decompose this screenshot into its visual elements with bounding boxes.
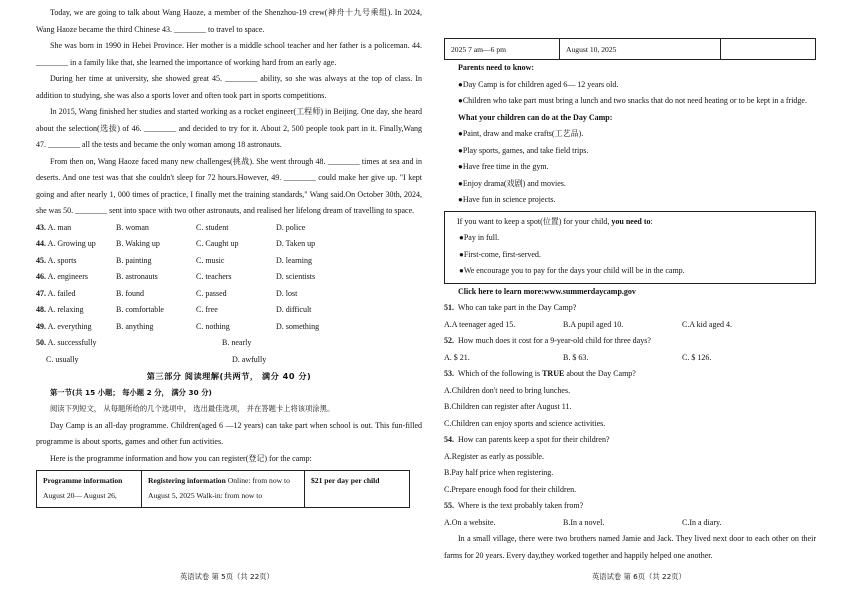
question-number: 46. bbox=[36, 272, 46, 281]
option-a: A. Growing up bbox=[47, 239, 96, 248]
question-49 bbox=[36, 319, 422, 336]
option-b: B. Waking up bbox=[116, 239, 160, 248]
activity-item: ●Have fun in science projects. bbox=[458, 195, 556, 204]
question-43 bbox=[36, 220, 422, 237]
question-number: 50. bbox=[36, 338, 46, 347]
question-55-options bbox=[444, 515, 816, 532]
activities-heading: What your children can do at the Day Camp: bbox=[458, 112, 613, 122]
spot-item: ●First-come, first-served. bbox=[459, 249, 541, 259]
question-number: 44. bbox=[36, 239, 46, 248]
section-title: 第三部分 阅读理解(共两节， 满分 40 分) bbox=[146, 371, 312, 381]
activity-item: ●Have free time in the gym. bbox=[458, 162, 549, 171]
option-d: D. lost bbox=[276, 288, 298, 298]
passage-register: Here is the programme information and how you can register(登记) for the camp: bbox=[50, 453, 312, 463]
option-a: A. $ 21. bbox=[444, 352, 470, 362]
price-cell: $21 per day per child bbox=[305, 471, 410, 508]
option-a: A. failed bbox=[47, 288, 76, 298]
question-53: 53. Which of the following is TRUE about the Day Camp? bbox=[444, 369, 636, 378]
parents-item-1: ●Day Camp is for children aged 6— 12 years old. bbox=[458, 79, 619, 89]
question-number: 47. bbox=[36, 288, 46, 298]
question-52: 52. How much does it cost for a 9-year-old child for three days? bbox=[444, 336, 651, 345]
option-b: B.In a novel. bbox=[563, 517, 605, 527]
question-54: 54. How can parents keep a spot for their children? bbox=[444, 435, 610, 444]
question-47 bbox=[36, 286, 422, 303]
option-b: B. comfortable bbox=[116, 305, 164, 314]
option-b: B.A pupil aged 10. bbox=[563, 319, 624, 329]
question-number: 48. bbox=[36, 305, 46, 314]
registering-cell: August 10, 2025 bbox=[560, 39, 721, 60]
option-c: C.In a diary. bbox=[682, 517, 722, 527]
option-a: A. successfully bbox=[47, 338, 97, 347]
question-50-row-2 bbox=[36, 352, 422, 369]
option-b: B.Children can register after August 11. bbox=[444, 402, 572, 411]
option-b: B. astronauts bbox=[116, 272, 158, 281]
left-page bbox=[36, 0, 422, 508]
question-number: 49. bbox=[36, 321, 46, 331]
price-cell bbox=[721, 39, 816, 60]
option-c: C.A kid aged 4. bbox=[682, 319, 732, 329]
activity-item: ●Play sports, games, and take field trips. bbox=[458, 145, 589, 155]
option-a: A.A teenager aged 15. bbox=[444, 319, 516, 329]
option-a: A. engineers bbox=[47, 272, 88, 281]
programme-cell: 2025 7 am—6 pm bbox=[445, 39, 560, 60]
option-d: D. police bbox=[276, 222, 306, 232]
passage-intro: Day Camp is an all-day programme. Children(aged 6 —12 years) can take part when school is out. This fun-filled programme is about sports, games and other fun activities. bbox=[36, 420, 422, 446]
paragraph-5: From then on, Wang Haoze faced many new challenges(挑战). She went through 48. ________ times at sea and in deserts. And one test was that she couldn't sleep for 72 hours.However, 49. ________ could make her give up. "I kept going and after nearly 1, 000 times of practice, I finally met the training standards," Wang said.On October 30th, 2024, she was 50. ________ sent into space with two other astronauts, and realised her lifelong dream of travelling to space. bbox=[36, 156, 422, 215]
option-d: D. difficult bbox=[276, 305, 312, 314]
activity-item: ●Enjoy drama(戏剧) and movies. bbox=[458, 178, 566, 188]
option-c: C. Caught up bbox=[196, 239, 239, 248]
option-d: D. Taken up bbox=[276, 239, 316, 248]
option-c: C. passed bbox=[196, 288, 227, 298]
paragraph-2: She was born in 1990 in Hebei Province. Her mother is a middle school teacher and her father is a policeman. 44. ________ in a family like that, she learned the importance of working hard from an early age. bbox=[36, 41, 422, 67]
question-46 bbox=[36, 269, 422, 286]
paragraph-4: In 2015, Wang finished her studies and started working as a rocket engineer(工程师) in Beijing. One day, she heard about the selection(选拔) of 46. ________ and decided to try for it. About 2, 500 people took part in it. Finally,Wang 47. ________ all the tests and became the only woman among 18 astronauts. bbox=[36, 107, 422, 149]
spot-item: ●We encourage you to pay for the days your child will be in the camp. bbox=[459, 266, 685, 275]
option-d: D. awfully bbox=[232, 354, 267, 364]
spot-item: ●Pay in full. bbox=[459, 233, 500, 242]
question-52-options bbox=[444, 350, 816, 367]
option-c: C. free bbox=[196, 305, 218, 314]
question-50 bbox=[36, 335, 422, 352]
option-d: D. learning bbox=[276, 255, 312, 265]
registering-cell: Registering information Online: from now to August 5, 2025 Walk-in: from now to bbox=[142, 471, 305, 508]
activity-item: ●Paint, draw and make crafts(工艺品). bbox=[458, 129, 584, 138]
option-a: A.On a website. bbox=[444, 517, 496, 527]
option-a: A. sports bbox=[47, 255, 77, 265]
subsection-title: 第一节(共 15 小题； 每小题 2 分， 满分 30 分) bbox=[50, 387, 212, 397]
right-page-footer: 英语试卷 第 6页（共 22页） bbox=[592, 572, 686, 581]
option-d: D. something bbox=[276, 321, 320, 331]
paragraph-3: During her time at university, she showed great 45. ________ ability, so she was always at the top of class. In addition to studying, she was also a sports lover and often took part in sports competitions. bbox=[36, 74, 422, 100]
option-a: A. everything bbox=[47, 321, 92, 331]
programme-table bbox=[36, 470, 410, 508]
option-d: D. scientists bbox=[276, 272, 316, 281]
option-c: C.Children can enjoy sports and science activities. bbox=[444, 418, 606, 428]
option-b: B. $ 63. bbox=[563, 352, 589, 362]
option-c: C.Prepare enough food for their children. bbox=[444, 484, 577, 494]
right-page bbox=[444, 0, 816, 564]
programme-table-continued bbox=[444, 38, 816, 60]
instruction: 阅读下列短文， 从每题所给的几个选项中， 选出最佳选项， 并在答题卡上将该项涂黑。 bbox=[50, 404, 335, 413]
question-45 bbox=[36, 253, 422, 270]
parents-item-2: ●Children who take part must bring a lunch and two snacks that do not need heating or to be kept in a fridge. bbox=[458, 96, 807, 105]
option-c: C. usually bbox=[46, 354, 79, 364]
programme-cell: Programme information August 20— August 26, bbox=[37, 471, 142, 508]
option-b: B. painting bbox=[116, 255, 152, 265]
left-page-footer: 英语试卷 第 5页（共 22页） bbox=[180, 572, 274, 581]
option-b: B. anything bbox=[116, 321, 154, 331]
option-c: C. nothing bbox=[196, 321, 230, 331]
question-number: 43. bbox=[36, 222, 46, 232]
option-a: A. man bbox=[47, 222, 72, 232]
question-55: 55. Where is the text probably taken from? bbox=[444, 501, 584, 510]
option-b: B. woman bbox=[116, 222, 149, 232]
option-c: C. teachers bbox=[196, 272, 232, 281]
option-b: B. found bbox=[116, 288, 144, 298]
spot-intro: If you want to keep a spot(位置) for your child, you need to: bbox=[457, 216, 653, 226]
next-passage: In a small village, there were two brothers named Jamie and Jack. They lived next door to each other on their farms for 20 years. Every day,they worked together and happily helped one another. bbox=[444, 534, 816, 560]
question-number: 45. bbox=[36, 255, 46, 265]
question-48 bbox=[36, 302, 422, 319]
option-a: A.Children don't need to bring lunches. bbox=[444, 385, 571, 395]
option-a: A.Register as early as possible. bbox=[444, 451, 544, 461]
option-c: C. music bbox=[196, 255, 225, 265]
cloze-options bbox=[36, 220, 422, 369]
question-51-options bbox=[444, 317, 816, 334]
learn-more-link[interactable]: Click here to learn more:www.summerdaycamp.gov bbox=[458, 286, 636, 296]
option-c: C. $ 126. bbox=[682, 352, 712, 362]
option-a: A. relaxing bbox=[47, 305, 84, 314]
paragraph-1: Today, we are going to talk about Wang Haoze, a member of the Shenzhou-19 crew(神舟十九号乘组). In 2024, Wang Haoze became the third Chinese 43. ________ to travel to space. bbox=[36, 8, 422, 34]
parents-heading: Parents need to know: bbox=[458, 63, 535, 72]
option-c: C. student bbox=[196, 222, 229, 232]
question-51: 51. Who can take part in the Day Camp? bbox=[444, 303, 577, 312]
spot-box bbox=[444, 211, 816, 284]
option-b: B. nearly bbox=[222, 338, 252, 347]
option-b: B.Pay half price when registering. bbox=[444, 468, 554, 477]
question-44 bbox=[36, 236, 422, 253]
